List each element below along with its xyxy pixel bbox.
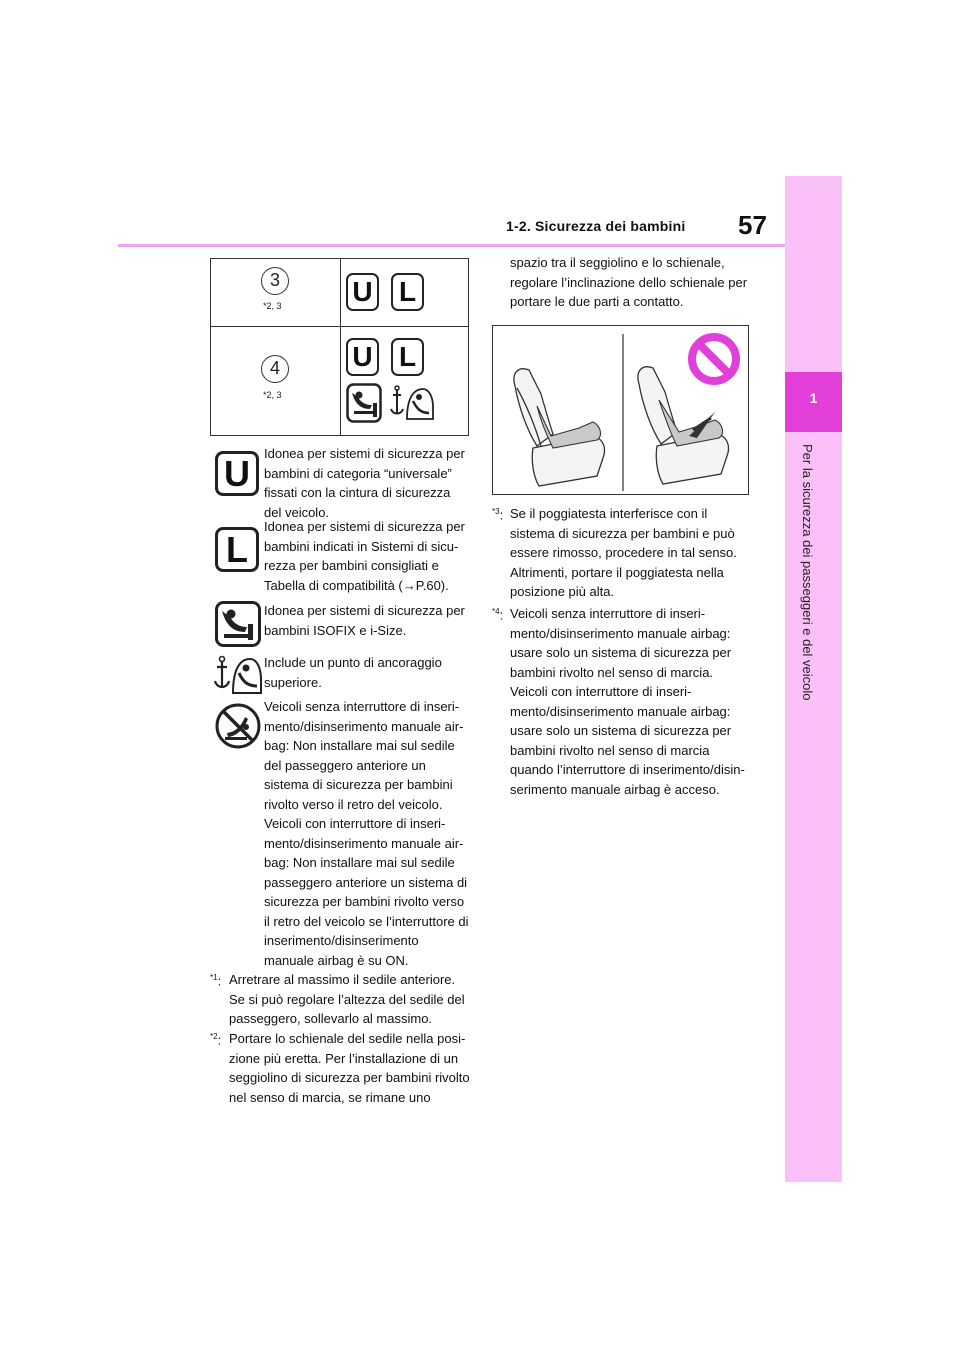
legend-text: Veicoli senza interruttore di inseri-mento/disinserimento manuale air-bag: Non installare mai sul sedile del passeggero anteriore un sistema di sicurezza per bambini rivolto verso il retro del veicolo. Veicoli con interruttore di inseri-mento/disinserimento manuale air-bag: Non installare mai sul sedile passeggero anteriore un sistema di sicurezza per bambini rivolto verso il retro del veicolo se l’interruttore di inserimento/disinserimento manuale airbag è su ON. [264,699,469,968]
legend-text: Idonea per sistemi di sicurezza per bambini indicati in Sistemi di sicu-rezza per bambini consigliati e Tabella di compatibilità (→P.60). [264,519,465,593]
universal-badge: U [346,338,379,376]
row-note: *2, 3 [263,301,282,311]
universal-badge: U [346,273,379,311]
table-divider [211,326,468,327]
footnote-mark: $^{*3}$: [492,507,504,523]
chapter-title: Per la sicurezza dei passeggeri e del veicolo [800,444,815,701]
top-tether-anchor-icon [389,383,435,423]
footnote-text: Arretrare al massimo il sedile anteriore. Se si può regolare l’altezza del sedile del passeggero, sollevarlo al massimo. [229,972,465,1026]
l-category-icon: L [215,527,259,572]
chapter-number: 1 [809,390,818,406]
top-tether-anchor-icon [213,653,263,695]
footnote-mark: $^{*2}$: [210,1032,222,1048]
header-rule [118,244,786,247]
seat-table [210,258,469,436]
isofix-seat-icon [346,383,382,423]
continuation-text: spazio tra il seggiolino e lo schienale, regolare l’inclinazione dello schienale per portare le due parti a contatto. [510,255,748,309]
seat-headrest-illustration [493,326,748,494]
table-divider [340,259,341,435]
legend-text: Idonea per sistemi di sicurezza per bambini ISOFIX e i-Size. [264,603,465,638]
section-title: 1-2. Sicurezza dei bambini [506,218,686,234]
footnote-text: Portare lo schienale del sedile nella posi-zione più eretta. Per l’installazione di un seggiolino di sicurezza per bambini rivolto nel senso di marcia, se rimane uno [229,1031,470,1105]
footnote-text: Veicoli senza interruttore di inseri-mento/disinserimento manuale airbag: usare solo un sistema di sicurezza per bambini rivolto nel senso di marcia. Veicoli con interruttore di inseri-mento/disinserimento manuale airbag: usare solo un sistema di sicurezza per bambini rivolto nel senso di marcia quando l’interruttore di inserimento/disin-serimento manuale airbag è acceso. [510,606,745,797]
row-number-3: 3 [261,267,289,295]
row-number-4: 4 [261,355,289,383]
l-category-badge: L [391,273,424,311]
legend-text: Idonea per sistemi di sicurezza per bambini di categoria “universale” fissati con la cintura di sicurezza del veicolo. [264,446,465,520]
legend-text: Include un punto di ancoraggio superiore. [264,655,442,690]
seat-illustration [492,325,749,495]
footnote-mark: $^{*4}$: [492,607,504,623]
footnote-text: Se il poggiatesta interferisce con il sistema di sicurezza per bambini e può essere rimosso, procedere in tal senso. Altrimenti, portare il poggiatesta nella posizione più alta. [510,506,737,599]
l-category-badge: L [391,338,424,376]
universal-u-icon: U [215,451,259,496]
footnote-mark: $^{*1}$: [210,973,222,989]
isofix-seat-icon [215,601,261,647]
page-number: 57 [738,210,767,240]
row-note: *2, 3 [263,390,282,400]
no-rear-facing-seat-icon [215,703,261,749]
